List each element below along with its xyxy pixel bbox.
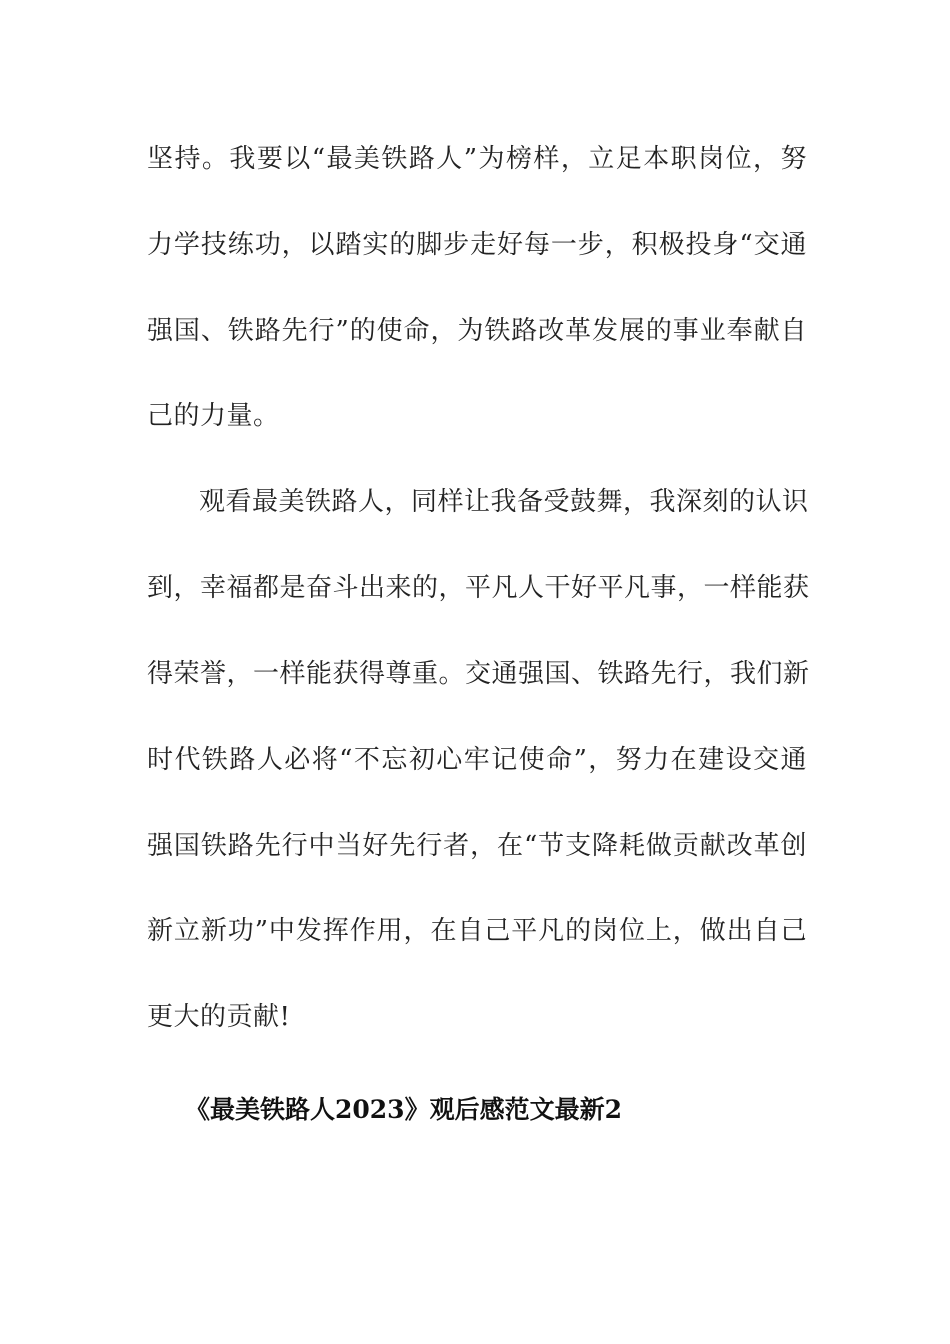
paragraph-line: 得荣誉，一样能获得尊重。交通强国、铁路先行，我们新: [147, 659, 810, 689]
paragraph-line: 观看最美铁路人，同样让我备受鼓舞，我深刻的认识: [199, 487, 809, 517]
paragraph-line: 新立新功”中发挥作用，在自己平凡的岗位上，做出自己: [147, 916, 807, 946]
section-heading: 《最美铁路人2023》观后感范文最新2: [185, 1095, 622, 1124]
paragraph-line: 坚持。我要以“最美铁路人”为榜样，立足本职岗位，努: [147, 144, 807, 174]
paragraph-line: 强国铁路先行中当好先行者，在“节支降耗做贡献改革创: [147, 831, 807, 861]
paragraph-line: 强国、铁路先行”的使命，为铁路改革发展的事业奉献自: [147, 316, 807, 346]
paragraph-line: 到，幸福都是奋斗出来的，平凡人干好平凡事，一样能获: [147, 573, 810, 603]
paragraph-line: 更大的贡献!: [147, 1002, 291, 1032]
paragraph-line: 己的力量。: [147, 401, 280, 431]
paragraph-line: 时代铁路人必将“不忘初心牢记使命”，努力在建设交通: [147, 745, 807, 775]
paragraph-line: 力学技练功，以踏实的脚步走好每一步，积极投身“交通: [147, 230, 807, 260]
